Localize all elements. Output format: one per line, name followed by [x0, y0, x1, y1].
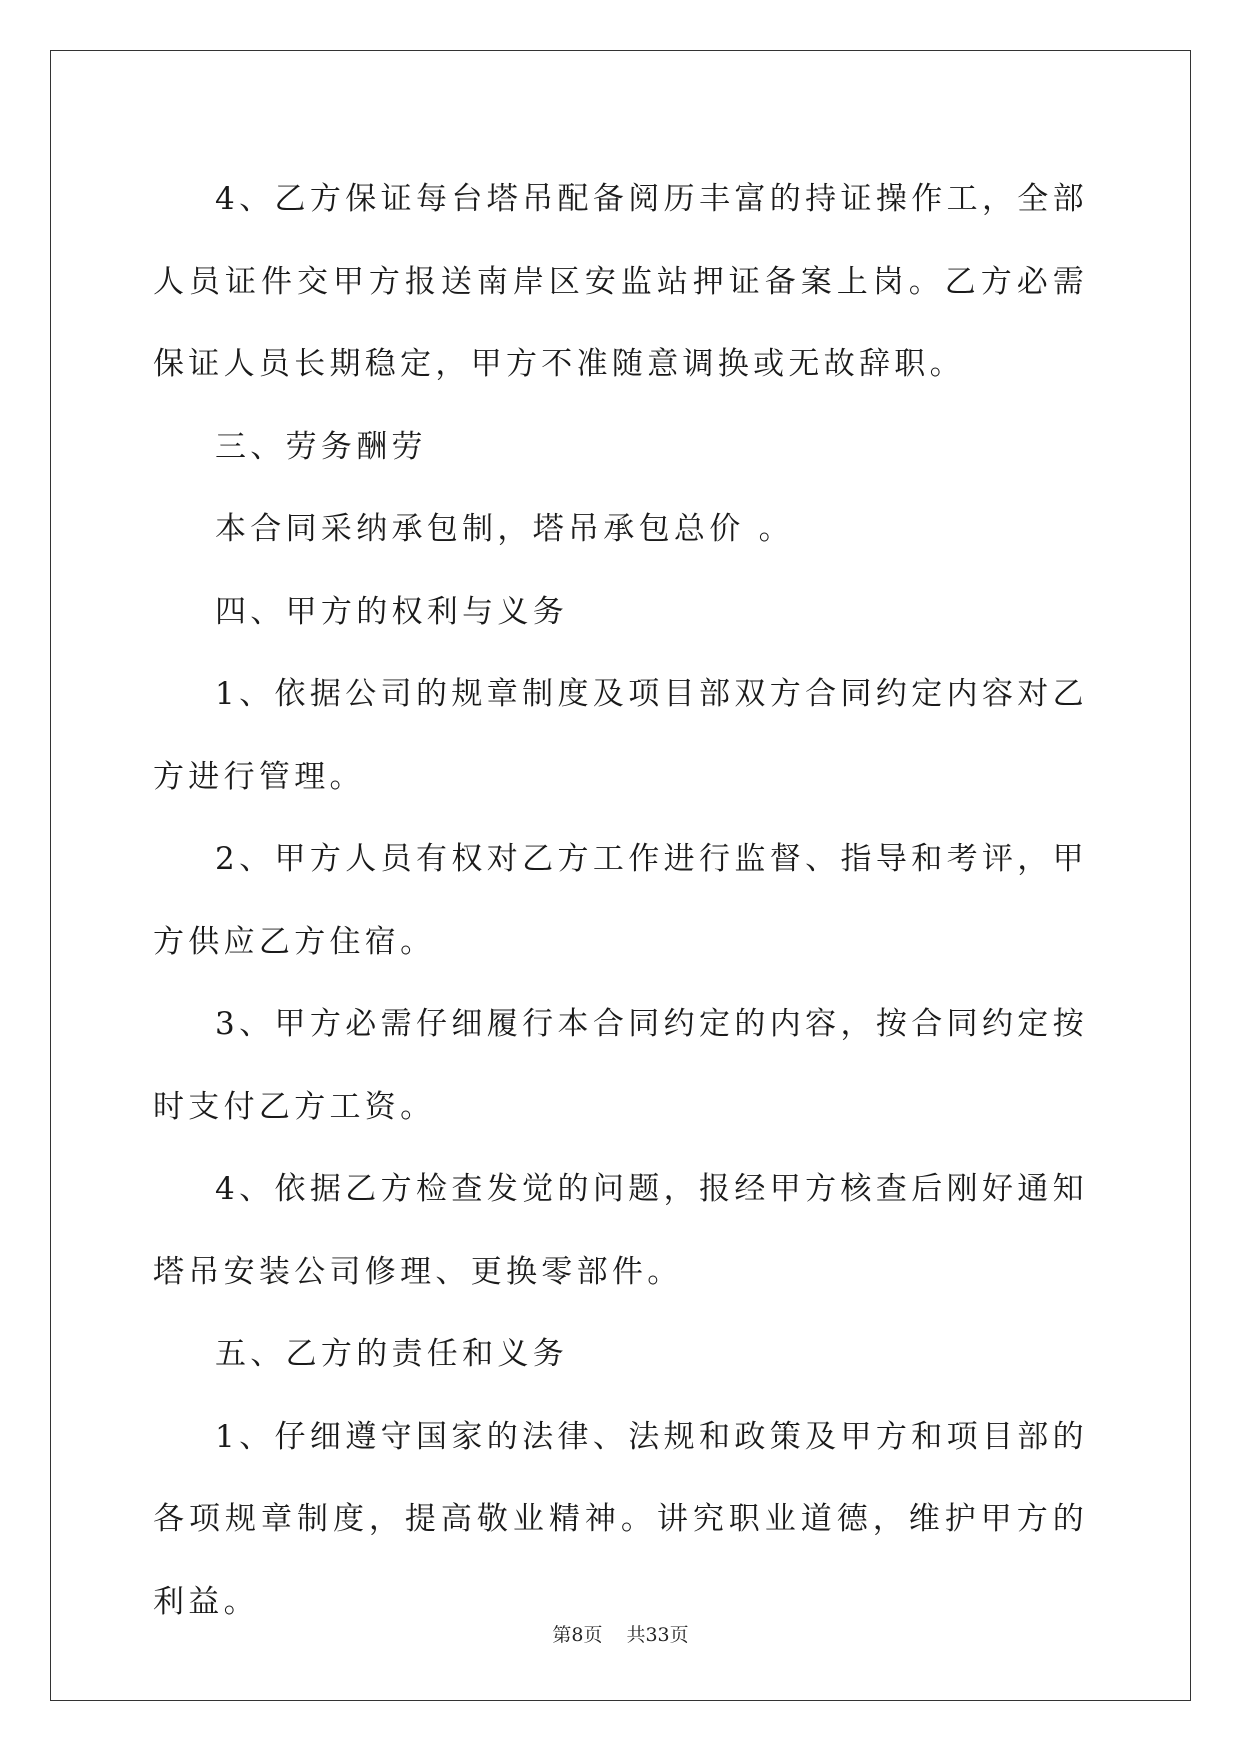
section-heading: 五、乙方的责任和义务 [215, 1336, 568, 1372]
paragraph: 2、甲方人员有权对乙方工作进行监督、指导和考评，甲方供应乙方住宿。 [153, 841, 1088, 960]
section-heading: 四、甲方的权利与义务 [215, 593, 568, 630]
paragraph: 4、依据乙方检查发觉的问题，报经甲方核查后刚好通知塔吊安装公司修理、更换零部件。 [153, 1171, 1088, 1290]
section-heading: 三、劳务酬劳 [215, 428, 427, 465]
paragraph: 本合同采纳承包制，塔吊承包总价 。 [215, 511, 794, 547]
paragraph: 4、乙方保证每台塔吊配备阅历丰富的持证操作工，全部人员证件交甲方报送南岸区安监站押证备案上岗。乙方必需保证人员长期稳定，甲方不准随意调换或无故辞职。 [153, 181, 1088, 382]
paragraph: 3、甲方必需仔细履行本合同约定的内容，按合同约定按时支付乙方工资。 [153, 1006, 1088, 1125]
paragraph: 1、仔细遵守国家的法律、法规和政策及甲方和项目部的各项规章制度，提高敬业精神。讲究职业道德，维护甲方的利益。 [153, 1418, 1088, 1620]
page-total: 共33页 [626, 1624, 689, 1646]
document-body [153, 158, 1088, 1643]
page-number: 第8页 [552, 1624, 603, 1646]
page-footer [0, 1620, 1241, 1647]
paragraph: 1、依据公司的规章制度及项目部双方合同约定内容对乙方进行管理。 [153, 676, 1088, 795]
